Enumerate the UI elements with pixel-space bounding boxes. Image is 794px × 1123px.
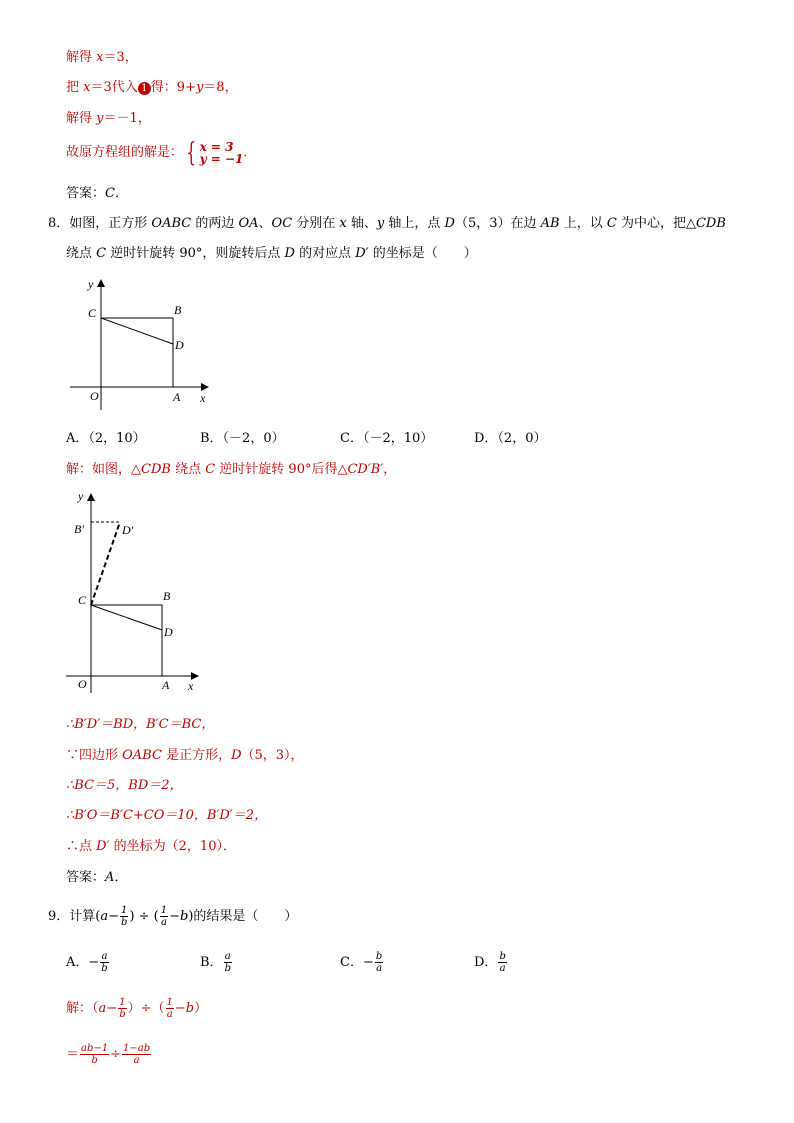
solve-x-line: 解得 x＝3， — [66, 50, 138, 65]
q8-step-1: ∴B′D′＝BD，B′C＝BC， — [66, 717, 215, 732]
fraction: $\frac{1}{b}$ — [121, 905, 128, 928]
label-b-prime: B′ — [74, 522, 84, 536]
label-d-prime: D′ — [122, 523, 134, 537]
brace-symbol: { — [186, 137, 197, 168]
q9-option-a: A．− $\frac{a}{b}$ — [66, 951, 108, 974]
equation-system: x = 3 y = −1 — [199, 139, 244, 166]
square-oabc — [91, 605, 162, 676]
q8-step-3: ∴BC＝5，BD＝2， — [66, 778, 183, 793]
label-a: A — [173, 390, 181, 404]
q8-line1: 8．如图，正方形 OABC 的两边 OA、OC 分别在 x 轴、y 轴上，点 D（5，3）在边 AB 上，以 C 为中心，把△CDB — [48, 216, 726, 231]
label-c: C — [78, 593, 87, 607]
q8-step-2: ∵四边形 OABC 是正方形，D（5，3）， — [66, 748, 304, 763]
segment-c-d-prime — [91, 522, 120, 605]
circled-one-marker: 1 — [138, 82, 151, 95]
q9-question: 9．计算(a− $\frac{1}{b}$ ) ÷ ( $\frac{1}{a}$ −b)的结果是（ ） — [48, 905, 298, 928]
q8-step-4: ∴B′O＝B′C+CO＝10，B′D′＝2， — [66, 808, 268, 823]
q8-option-c: C．（－2，10） — [340, 431, 434, 446]
square-oabc — [101, 318, 173, 387]
label-c: C — [88, 306, 97, 320]
label-o: O — [90, 389, 99, 403]
segment-cd — [101, 318, 173, 344]
solve-y-line: 解得 y＝－1， — [66, 111, 151, 126]
answer-prev: 答案：C． — [66, 186, 128, 201]
label-b: B — [174, 303, 182, 317]
label-x: x — [188, 679, 194, 693]
q8-option-d: D．（2，0） — [474, 431, 547, 446]
q8-solution-intro: 解：如图，△CDB 绕点 C 逆时针旋转 90°后得△CD′B′， — [66, 462, 397, 477]
label-d: D — [164, 625, 173, 639]
fraction: $\frac{1}{a}$ — [160, 905, 168, 928]
q8-line2: 绕点 C 逆时针旋转 90°，则旋转后点 D 的对应点 D′ 的坐标是（ ） — [66, 246, 477, 261]
label-o: O — [78, 677, 87, 691]
q8-answer: 答案：A． — [66, 870, 128, 885]
q8-figure — [60, 272, 230, 412]
label-b: B — [163, 589, 171, 603]
label-y: y — [88, 277, 94, 291]
q8-solution-figure — [60, 488, 220, 698]
label-d: D — [175, 338, 184, 352]
q9-option-d: D． $\frac{b}{a}$ — [474, 951, 506, 974]
q9-step-1: ＝ $\frac{ab-1}{b}$ ÷ $\frac{1-ab}{a}$ — [66, 1043, 151, 1066]
label-x: x — [200, 391, 206, 405]
label-y: y — [78, 489, 84, 503]
segment-cd — [91, 605, 162, 630]
q8-option-b: B．（－2，0） — [200, 431, 285, 446]
q9-option-b: B． $\frac{a}{b}$ — [200, 951, 231, 974]
q8-step-5: ∴点 D′ 的坐标为（2，10）． — [66, 839, 236, 854]
label-a: A — [162, 678, 170, 692]
substitute-line: 把 x＝3代入 1 得：9+y＝8， — [66, 80, 238, 95]
system-solution-line: 故原方程组的解是： { x = 3 y = −1 ． — [66, 137, 257, 168]
q8-option-a: A．（2，10） — [66, 431, 146, 446]
q9-solution: 解：（a− $\frac{1}{b}$ ）÷（ $\frac{1}{a}$ −b） — [66, 997, 208, 1020]
q9-option-c: C．− $\frac{b}{a}$ — [340, 951, 383, 974]
